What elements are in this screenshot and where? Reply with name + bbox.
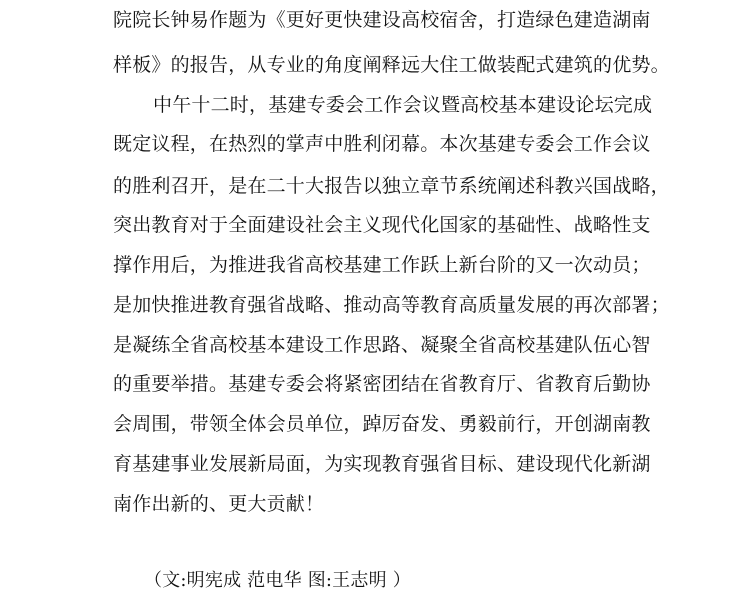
paragraph-line-1: 院院长钟易作题为《更好更快建设高校宿舍，打造绿色建造湖南 <box>113 9 651 31</box>
paragraph-line-6: 突出教育对于全面建设社会主义现代化国家的基础性、战略性支 <box>113 214 651 236</box>
paragraph-line-11: 会周围，带领全体会员单位，踔厉奋发、勇毅前行，开创湖南教 <box>113 413 651 435</box>
paragraph-line-13: 南作出新的、更大贡献！ <box>113 493 325 515</box>
paragraph-line-4: 既定议程，在热烈的掌声中胜利闭幕。本次基建专委会工作会议 <box>113 133 651 155</box>
paragraph-line-3: 中午十二时，基建专委会工作会议暨高校基本建设论坛完成 <box>153 94 653 116</box>
paragraph-line-10: 的重要举措。基建专委会将紧密团结在省教育厅、省教育后勤协 <box>113 373 651 395</box>
paragraph-line-2: 样板》的报告，从专业的角度阐释远大住工做装配式建筑的优势。 <box>113 54 670 76</box>
paragraph-line-9: 是凝练全省高校基本建设工作思路、凝聚全省高校基建队伍心智 <box>113 334 651 356</box>
paragraph-line-8: 是加快推进教育强省战略、推动高等教育高质量发展的再次部署； <box>113 294 670 316</box>
author-credit: （文:明宪成 范电华 图:王志明 ） <box>144 570 411 591</box>
paragraph-line-7: 撑作用后，为推进我省高校基建工作跃上新台阶的又一次动员； <box>113 254 651 276</box>
paragraph-line-5: 的胜利召开，是在二十大报告以独立章节系统阐述科教兴国战略， <box>113 175 670 197</box>
paragraph-line-12: 育基建事业发展新局面，为实现教育强省目标、建设现代化新湖 <box>113 453 651 475</box>
